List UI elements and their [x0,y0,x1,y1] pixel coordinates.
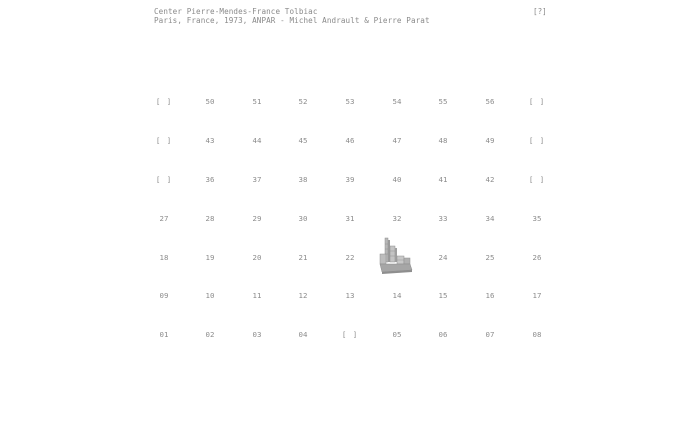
grid-cell-36[interactable]: 36 [205,175,215,184]
grid-cell-43[interactable]: 43 [205,136,215,145]
grid-cell-14[interactable]: 14 [392,291,402,300]
grid-cell-35[interactable]: 35 [532,214,542,223]
grid-cell-50[interactable]: 50 [205,97,215,106]
grid-cell-29[interactable]: 29 [252,214,262,223]
grid-cell-25[interactable]: 25 [485,253,495,262]
grid-cell-18[interactable]: 18 [159,253,169,262]
grid-cell-03[interactable]: 03 [252,330,262,339]
grid-cell-46[interactable]: 46 [345,136,355,145]
grid-cell-19[interactable]: 19 [205,253,215,262]
grid-cell-48[interactable]: 48 [438,136,448,145]
grid-cell-33[interactable]: 33 [438,214,448,223]
page-title: Center Pierre-Mendes-France Tolbiac [154,7,318,16]
grid-cell-22[interactable]: 22 [345,253,355,262]
grid-cell-40[interactable]: 40 [392,175,402,184]
grid-cell-56[interactable]: 56 [485,97,495,106]
grid-cell-05[interactable]: 05 [392,330,402,339]
grid-cell-31[interactable]: 31 [345,214,355,223]
grid-cell-07[interactable]: 07 [485,330,495,339]
grid-cell-55[interactable]: 55 [438,97,448,106]
grid-cell-10[interactable]: 10 [205,291,215,300]
grid-cell-37[interactable]: 37 [252,175,262,184]
grid-cell-empty[interactable]: [ ] [155,136,173,145]
grid-cell-42[interactable]: 42 [485,175,495,184]
grid-cell-26[interactable]: 26 [532,253,542,262]
help-link[interactable]: [?] [533,7,547,16]
grid-cell-24[interactable]: 24 [438,253,448,262]
grid-cell-39[interactable]: 39 [345,175,355,184]
grid-cell-47[interactable]: 47 [392,136,402,145]
grid-cell-01[interactable]: 01 [159,330,169,339]
grid-cell-06[interactable]: 06 [438,330,448,339]
grid-cell-51[interactable]: 51 [252,97,262,106]
grid-cell-13[interactable]: 13 [345,291,355,300]
grid-cell-28[interactable]: 28 [205,214,215,223]
grid-cell-44[interactable]: 44 [252,136,262,145]
grid-cell-empty[interactable]: [ ] [528,136,546,145]
grid-cell-09[interactable]: 09 [159,291,169,300]
grid-cell-54[interactable]: 54 [392,97,402,106]
grid-cell-38[interactable]: 38 [298,175,308,184]
grid-cell-04[interactable]: 04 [298,330,308,339]
grid-cell-34[interactable]: 34 [485,214,495,223]
grid-cell-17[interactable]: 17 [532,291,542,300]
grid-cell-08[interactable]: 08 [532,330,542,339]
grid-cell-15[interactable]: 15 [438,291,448,300]
grid-cell-27[interactable]: 27 [159,214,169,223]
grid-cell-empty[interactable]: [ ] [155,97,173,106]
grid-cell-11[interactable]: 11 [252,291,262,300]
grid-cell-45[interactable]: 45 [298,136,308,145]
grid-cell-empty[interactable]: [ ] [341,330,359,339]
grid-cell-49[interactable]: 49 [485,136,495,145]
grid-cell-32[interactable]: 32 [392,214,402,223]
grid-cell-52[interactable]: 52 [298,97,308,106]
grid-cell-53[interactable]: 53 [345,97,355,106]
grid-cell-empty[interactable]: [ ] [528,97,546,106]
grid-cell-20[interactable]: 20 [252,253,262,262]
grid-cell-02[interactable]: 02 [205,330,215,339]
grid-cell-empty[interactable]: [ ] [528,175,546,184]
grid-cell-12[interactable]: 12 [298,291,308,300]
grid-cell-empty[interactable]: [ ] [155,175,173,184]
grid-cell-16[interactable]: 16 [485,291,495,300]
grid-cell-41[interactable]: 41 [438,175,448,184]
page-subtitle: Paris, France, 1973, ANPAR - Michel Andrault & Pierre Parat [154,16,430,25]
grid-cell-21[interactable]: 21 [298,253,308,262]
grid-cell-30[interactable]: 30 [298,214,308,223]
building-model-icon[interactable] [378,236,414,278]
